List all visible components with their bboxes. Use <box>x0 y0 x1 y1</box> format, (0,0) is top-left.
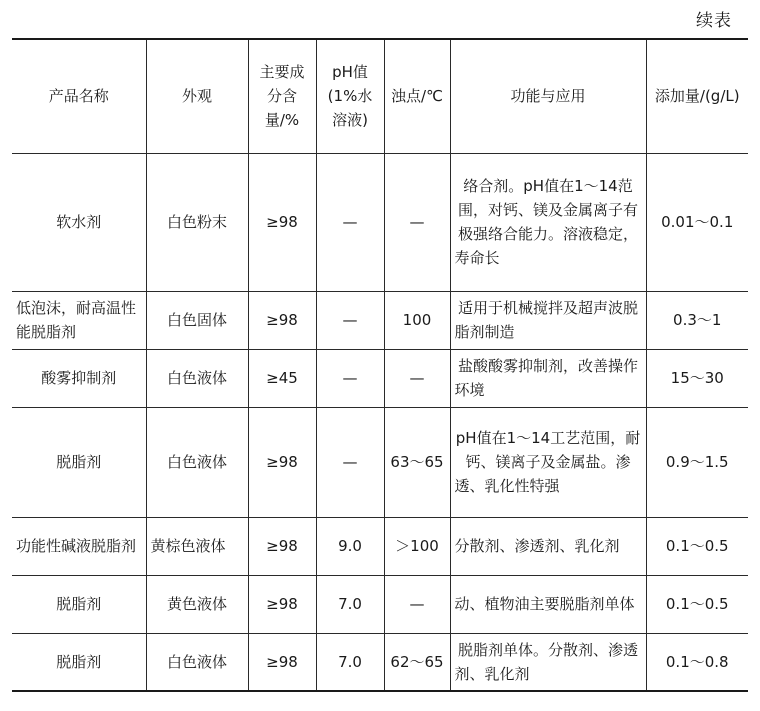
cell-name: 功能性碱液脱脂剂 <box>12 517 146 575</box>
cell-ph: — <box>316 407 384 517</box>
cell-cloud-point: ＞100 <box>384 517 450 575</box>
product-spec-table <box>12 38 748 692</box>
cell-function: 分散剂、渗透剂、乳化剂 <box>450 517 646 575</box>
cell-name: 低泡沫，耐高温性能脱脂剂 <box>12 291 146 349</box>
cell-content: ≥98 <box>248 633 316 691</box>
cell-cloud-point: 63～65 <box>384 407 450 517</box>
cell-cloud-point: 100 <box>384 291 450 349</box>
header-dosage: 添加量/(g/L) <box>646 39 748 153</box>
cell-appearance: 白色固体 <box>146 291 248 349</box>
cell-dosage: 0.3～1 <box>646 291 748 349</box>
cell-dosage: 15～30 <box>646 349 748 407</box>
cell-function: 盐酸酸雾抑制剂，改善操作环境 <box>450 349 646 407</box>
cell-content: ≥98 <box>248 291 316 349</box>
cell-appearance: 黄棕色液体 <box>146 517 248 575</box>
cell-content: ≥98 <box>248 153 316 291</box>
cell-ph: 7.0 <box>316 633 384 691</box>
table-caption: 续表 <box>696 11 732 31</box>
cell-name: 脱脂剂 <box>12 633 146 691</box>
cell-appearance: 黄色液体 <box>146 575 248 633</box>
cell-content: ≥98 <box>248 517 316 575</box>
header-appearance: 外观 <box>146 39 248 153</box>
header-ph: pH值(1%水溶液) <box>316 39 384 153</box>
header-row <box>12 39 748 153</box>
cell-function: 动、植物油主要脱脂剂单体 <box>450 575 646 633</box>
cell-name: 软水剂 <box>12 153 146 291</box>
header-cloud-point: 浊点/℃ <box>384 39 450 153</box>
cell-cloud-point: — <box>384 349 450 407</box>
cell-cloud-point: — <box>384 575 450 633</box>
cell-content: ≥98 <box>248 407 316 517</box>
cell-ph: — <box>316 291 384 349</box>
table-row <box>12 349 748 407</box>
cell-dosage: 0.1～0.5 <box>646 517 748 575</box>
cell-ph: — <box>316 349 384 407</box>
cell-appearance: 白色液体 <box>146 633 248 691</box>
table-row <box>12 575 748 633</box>
table-row <box>12 407 748 517</box>
cell-function: 适用于机械搅拌及超声波脱脂剂制造 <box>450 291 646 349</box>
cell-ph: 7.0 <box>316 575 384 633</box>
table-row <box>12 633 748 691</box>
cell-name: 脱脂剂 <box>12 407 146 517</box>
cell-function: pH值在1～14工艺范围，耐钙、镁离子及金属盐。渗透、乳化性特强 <box>450 407 646 517</box>
table-row <box>12 291 748 349</box>
cell-cloud-point: — <box>384 153 450 291</box>
cell-name: 脱脂剂 <box>12 575 146 633</box>
cell-dosage: 0.9～1.5 <box>646 407 748 517</box>
cell-dosage: 0.1～0.5 <box>646 575 748 633</box>
cell-ph: — <box>316 153 384 291</box>
table-row <box>12 517 748 575</box>
cell-function: 脱脂剂单体。分散剂、渗透剂、乳化剂 <box>450 633 646 691</box>
cell-ph: 9.0 <box>316 517 384 575</box>
cell-appearance: 白色粉末 <box>146 153 248 291</box>
header-main-content: 主要成分含量/% <box>248 39 316 153</box>
cell-dosage: 0.1～0.8 <box>646 633 748 691</box>
cell-content: ≥45 <box>248 349 316 407</box>
cell-appearance: 白色液体 <box>146 407 248 517</box>
cell-name: 酸雾抑制剂 <box>12 349 146 407</box>
cell-appearance: 白色液体 <box>146 349 248 407</box>
cell-cloud-point: 62～65 <box>384 633 450 691</box>
cell-content: ≥98 <box>248 575 316 633</box>
cell-dosage: 0.01～0.1 <box>646 153 748 291</box>
table-row <box>12 153 748 291</box>
header-function: 功能与应用 <box>450 39 646 153</box>
cell-function: 络合剂。pH值在1～14范围，对钙、镁及金属离子有极强络合能力。溶液稳定，寿命长 <box>450 153 646 291</box>
header-product-name: 产品名称 <box>12 39 146 153</box>
